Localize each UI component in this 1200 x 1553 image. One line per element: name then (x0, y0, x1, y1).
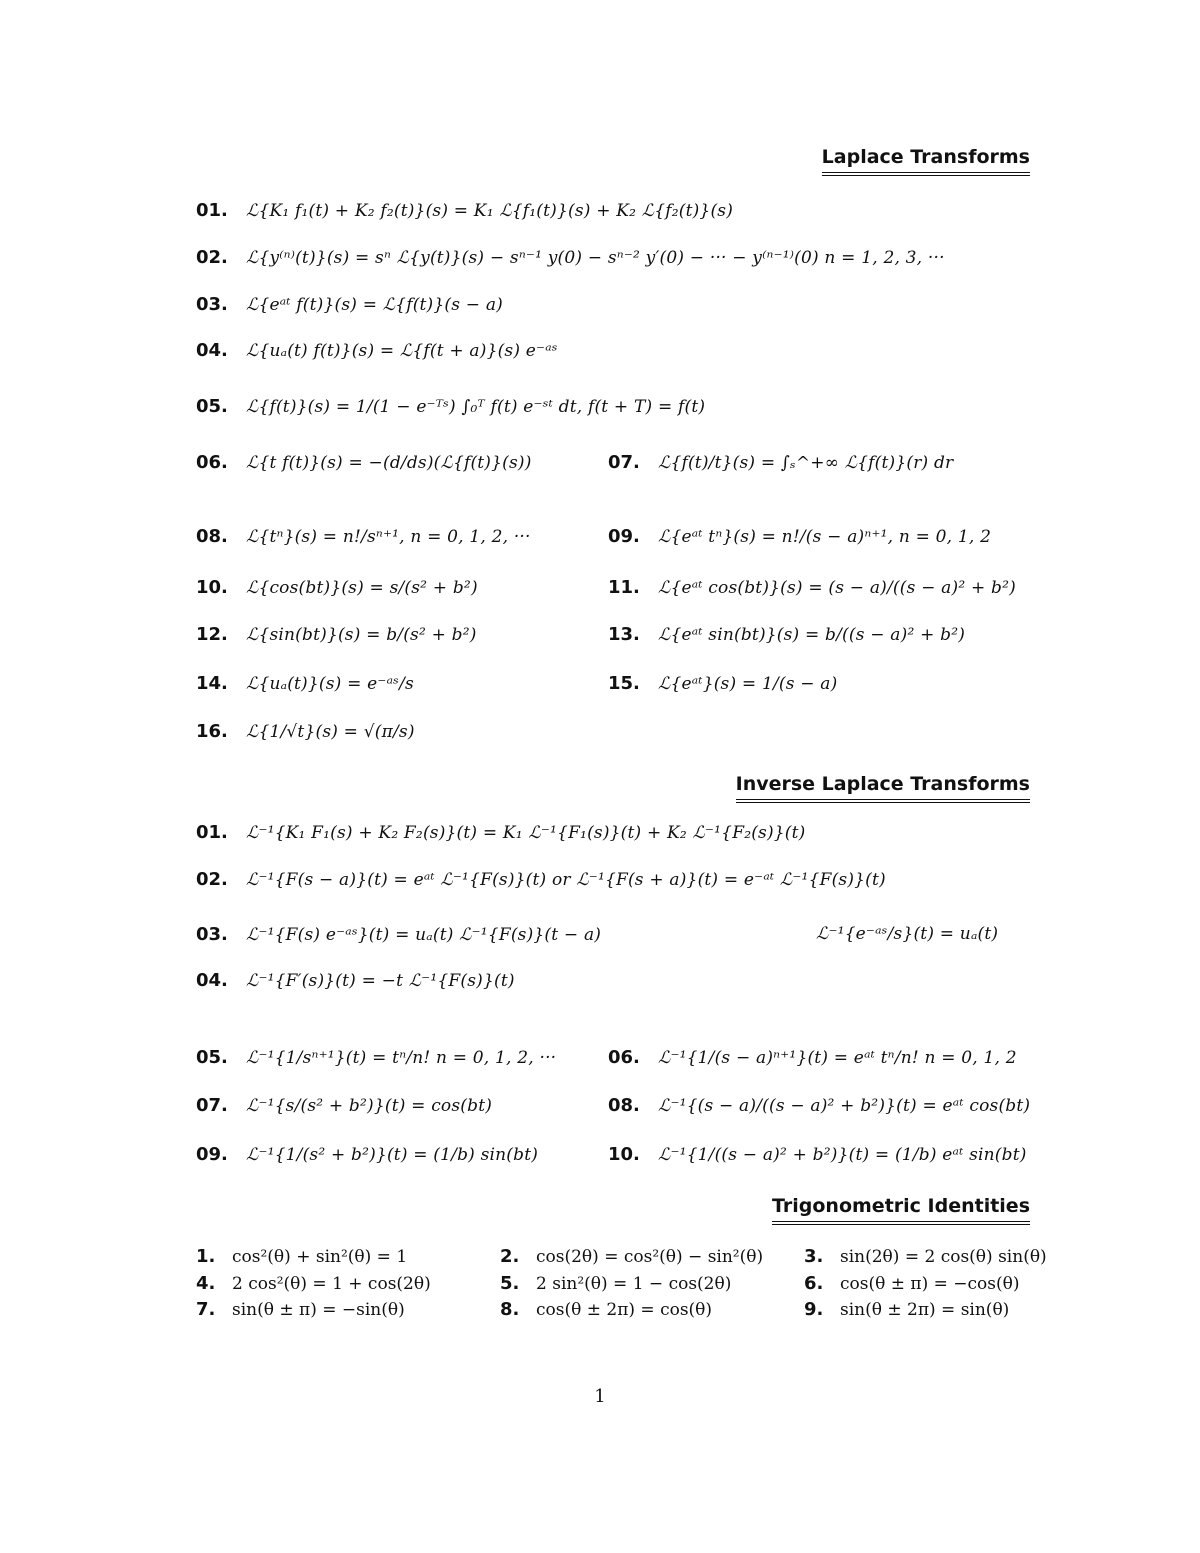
item-number: 3. (804, 1246, 824, 1267)
formula: ℒ⁻¹{e⁻ᵃˢ/s}(t) = uₐ(t) (816, 924, 999, 944)
item-number: 10. (196, 577, 228, 598)
item-number: 07. (196, 1095, 228, 1116)
trig-row-4 (196, 1273, 431, 1294)
item-number: 1. (196, 1246, 216, 1267)
item-number: 06. (608, 1047, 640, 1068)
laplace-row-12 (196, 624, 477, 645)
laplace-row-11 (608, 577, 1016, 598)
inverse-row-03-unit-step (816, 924, 998, 944)
item-number: 13. (608, 624, 640, 645)
laplace-row-13 (608, 624, 965, 645)
laplace-row-03 (196, 294, 503, 315)
item-number: 05. (196, 396, 228, 417)
formula: ℒ{sin(bt)}(s) = b/(s² + b²) (246, 624, 477, 645)
laplace-row-14 (196, 673, 414, 694)
item-number: 8. (500, 1299, 520, 1320)
item-number: 03. (196, 924, 228, 945)
formula: ℒ{eᵃᵗ}(s) = 1/(s − a) (658, 673, 838, 694)
item-number: 08. (196, 526, 228, 547)
formula: ℒ{uₐ(t)}(s) = e⁻ᵃˢ/s (246, 673, 414, 694)
formula: ℒ{f(t)}(s) = 1/(1 − e⁻ᵀˢ) ∫₀ᵀ f(t) e⁻ˢᵗ dt, f(t + T) = f(t) (246, 396, 706, 417)
formula: ℒ{f(t)/t}(s) = ∫ₛ^+∞ ℒ{f(t)}(r) dr (658, 452, 954, 473)
formula: ℒ⁻¹{1/sⁿ⁺¹}(t) = tⁿ/n! n = 0, 1, 2, ··· (246, 1047, 557, 1068)
trig-row-7 (196, 1299, 405, 1320)
page-number: 1 (594, 1386, 606, 1407)
laplace-row-15 (608, 673, 837, 694)
item-number: 6. (804, 1273, 824, 1294)
trig-row-1 (196, 1246, 407, 1267)
item-number: 5. (500, 1273, 520, 1294)
inverse-row-05 (196, 1047, 556, 1068)
trig-row-3 (804, 1246, 1047, 1267)
formula: ℒ{y⁽ⁿ⁾(t)}(s) = sⁿ ℒ{y(t)}(s) − sⁿ⁻¹ y(0) − sⁿ⁻² y′(0) − ··· − y⁽ⁿ⁻¹⁾(0) n = 1, 2, 3, ··· (246, 247, 945, 268)
formula: ℒ⁻¹{K₁ F₁(s) + K₂ F₂(s)}(t) = K₁ ℒ⁻¹{F₁(s)}(t) + K₂ ℒ⁻¹{F₂(s)}(t) (246, 822, 806, 843)
formula: ℒ{cos(bt)}(s) = s/(s² + b²) (246, 577, 478, 598)
item-number: 12. (196, 624, 228, 645)
formula: ℒ⁻¹{s/(s² + b²)}(t) = cos(bt) (246, 1095, 493, 1116)
item-number: 4. (196, 1273, 216, 1294)
laplace-row-10 (196, 577, 478, 598)
item-number: 04. (196, 340, 228, 361)
formula: 2 cos²(θ) = 1 + cos(2θ) (232, 1273, 431, 1294)
item-number: 07. (608, 452, 640, 473)
trig-heading: Trigonometric Identities (772, 1195, 1030, 1225)
laplace-row-01 (196, 200, 733, 221)
inverse-row-07 (196, 1095, 492, 1116)
formula: ℒ{uₐ(t) f(t)}(s) = ℒ{f(t + a)}(s) e⁻ᵃˢ (246, 340, 558, 361)
formula: sin(θ ± π) = −sin(θ) (232, 1299, 405, 1320)
formula: ℒ{eᵃᵗ sin(bt)}(s) = b/((s − a)² + b²) (658, 624, 966, 645)
trig-row-5 (500, 1273, 731, 1294)
trig-row-6 (804, 1273, 1019, 1294)
item-number: 06. (196, 452, 228, 473)
formula: ℒ⁻¹{(s − a)/((s − a)² + b²)}(t) = eᵃᵗ cos(bt) (658, 1095, 1031, 1116)
item-number: 04. (196, 970, 228, 991)
formula: sin(2θ) = 2 cos(θ) sin(θ) (840, 1246, 1047, 1267)
item-number: 10. (608, 1144, 640, 1165)
item-number: 16. (196, 721, 228, 742)
formula: ℒ{eᵃᵗ tⁿ}(s) = n!/(s − a)ⁿ⁺¹, n = 0, 1, 2 (658, 526, 992, 547)
item-number: 01. (196, 822, 228, 843)
laplace-row-08 (196, 526, 531, 547)
item-number: 14. (196, 673, 228, 694)
item-number: 9. (804, 1299, 824, 1320)
formula: cos(θ ± 2π) = cos(θ) (536, 1299, 713, 1320)
formula: cos(2θ) = cos²(θ) − sin²(θ) (536, 1246, 764, 1267)
laplace-row-09 (608, 526, 991, 547)
trig-row-2 (500, 1246, 763, 1267)
formula: ℒ{eᵃᵗ f(t)}(s) = ℒ{f(t)}(s − a) (246, 294, 503, 315)
item-number: 02. (196, 869, 228, 890)
formula: ℒ{tⁿ}(s) = n!/sⁿ⁺¹, n = 0, 1, 2, ··· (246, 526, 531, 547)
inverse-row-03 (196, 924, 601, 945)
item-number: 03. (196, 294, 228, 315)
formula: ℒ⁻¹{F′(s)}(t) = −t ℒ⁻¹{F(s)}(t) (246, 970, 515, 991)
formula: ℒ⁻¹{1/(s² + b²)}(t) = (1/b) sin(bt) (246, 1144, 539, 1165)
formula: ℒ⁻¹{1/((s − a)² + b²)}(t) = (1/b) eᵃᵗ sin(bt) (658, 1144, 1027, 1165)
formula: cos²(θ) + sin²(θ) = 1 (232, 1246, 408, 1267)
formula: sin(θ ± 2π) = sin(θ) (840, 1299, 1010, 1320)
item-number: 01. (196, 200, 228, 221)
trig-row-8 (500, 1299, 712, 1320)
inverse-row-01 (196, 822, 806, 843)
item-number: 11. (608, 577, 640, 598)
inverse-row-04 (196, 970, 515, 991)
trig-row-9 (804, 1299, 1009, 1320)
laplace-heading: Laplace Transforms (822, 146, 1030, 176)
formula: ℒ⁻¹{F(s − a)}(t) = eᵃᵗ ℒ⁻¹{F(s)}(t) or ℒ⁻¹{F(s + a)}(t) = e⁻ᵃᵗ ℒ⁻¹{F(s)}(t) (246, 869, 886, 890)
inverse-row-02 (196, 869, 886, 890)
item-number: 09. (608, 526, 640, 547)
formula: ℒ{eᵃᵗ cos(bt)}(s) = (s − a)/((s − a)² + b²) (658, 577, 1016, 598)
laplace-row-02 (196, 247, 945, 268)
inverse-row-06 (608, 1047, 1017, 1068)
item-number: 2. (500, 1246, 520, 1267)
inverse-row-10 (608, 1144, 1027, 1165)
formula: ℒ{1/√t}(s) = √(π/s) (246, 721, 415, 742)
inverse-laplace-heading: Inverse Laplace Transforms (736, 773, 1030, 803)
formula: ℒ{t f(t)}(s) = −(d/ds)(ℒ{f(t)}(s)) (246, 452, 532, 473)
item-number: 7. (196, 1299, 216, 1320)
item-number: 08. (608, 1095, 640, 1116)
formula: 2 sin²(θ) = 1 − cos(2θ) (536, 1273, 732, 1294)
item-number: 02. (196, 247, 228, 268)
item-number: 15. (608, 673, 640, 694)
laplace-row-05 (196, 396, 705, 417)
laplace-row-04 (196, 340, 558, 361)
item-number: 09. (196, 1144, 228, 1165)
inverse-row-08 (608, 1095, 1030, 1116)
inverse-row-09 (196, 1144, 538, 1165)
laplace-row-06 (196, 452, 532, 473)
laplace-row-07 (608, 452, 953, 473)
laplace-row-16 (196, 721, 415, 742)
item-number: 05. (196, 1047, 228, 1068)
formula: ℒ⁻¹{1/(s − a)ⁿ⁺¹}(t) = eᵃᵗ tⁿ/n! n = 0, 1, 2 (658, 1047, 1017, 1068)
formula: ℒ⁻¹{F(s) e⁻ᵃˢ}(t) = uₐ(t) ℒ⁻¹{F(s)}(t − a) (246, 924, 602, 945)
formula: cos(θ ± π) = −cos(θ) (840, 1273, 1020, 1294)
formula: ℒ{K₁ f₁(t) + K₂ f₂(t)}(s) = K₁ ℒ{f₁(t)}(s) + K₂ ℒ{f₂(t)}(s) (246, 200, 734, 221)
